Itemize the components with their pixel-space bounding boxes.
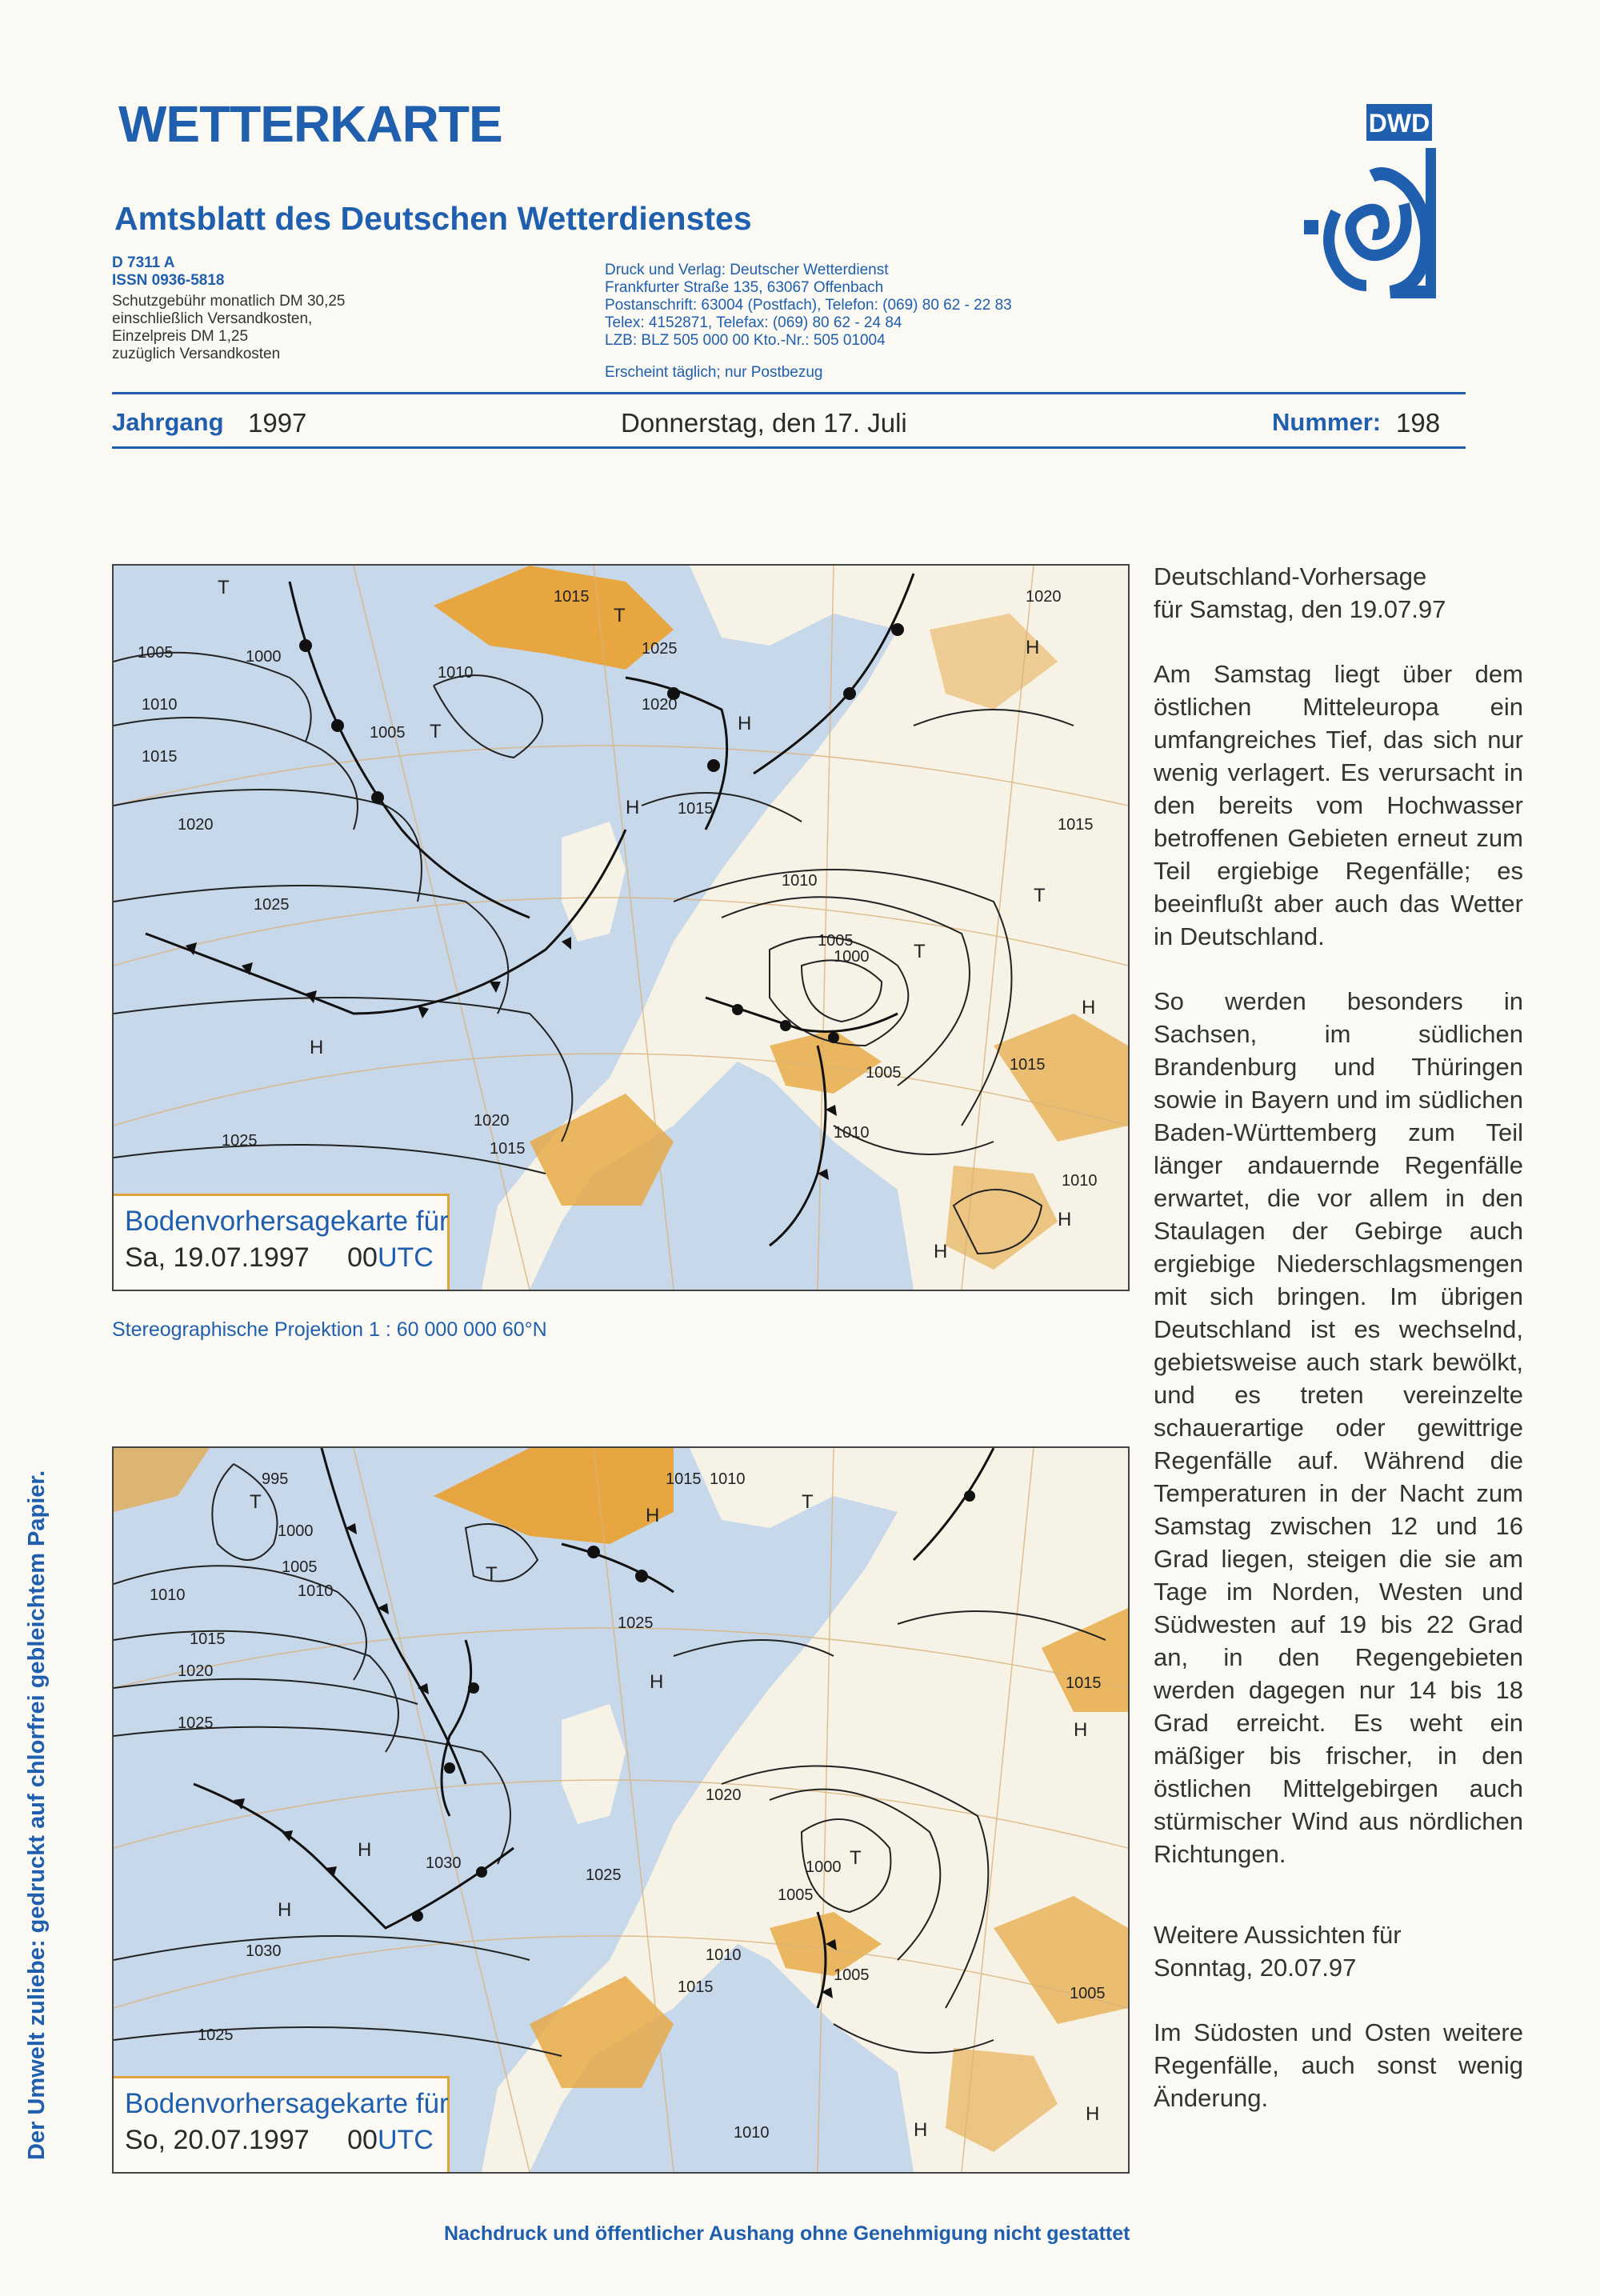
map-label-date-line xyxy=(125,1242,436,1274)
meta-line: zuzüglich Versandkosten xyxy=(112,346,281,362)
isobar-label: 1005 xyxy=(834,1966,870,1984)
land-greenland xyxy=(114,1448,210,1512)
publisher-line: LZB: BLZ 505 000 00 Kto.-Nr.: 505 01004 xyxy=(605,332,886,349)
outlook-heading-line: Weitere Aussichten für xyxy=(1154,1921,1402,1949)
land-britain xyxy=(562,822,626,942)
isobar-label: 1005 xyxy=(818,932,854,950)
pressure-center: T xyxy=(802,1491,814,1513)
land-britain xyxy=(562,1704,626,1824)
isobar-label: 1020 xyxy=(474,1112,510,1130)
pressure-center: T xyxy=(218,577,230,598)
isobar-label: 1000 xyxy=(278,1522,314,1540)
map-label-title: Bodenvorhersagekarte für xyxy=(125,1206,449,1237)
forecast-paragraph: Am Samstag liegt über dem östlichen Mitteleuropa ein umfangreiches Tief, das sich nur wenig verlagert. Es verursacht in den bereits vom Hochwasser betroffenen Gebieten erneut zum Teil ergiebige Regenfälle; es beeinflußt aber auch das Wetter in Deutschland. xyxy=(1154,660,1523,950)
isobar-label: 1015 xyxy=(190,1630,226,1648)
isobar-label: 1015 xyxy=(1058,816,1094,834)
meta-line: Einzelpreis DM 1,25 xyxy=(112,328,249,345)
map-label-date: Sa, 19.07.1997 xyxy=(125,1242,310,1273)
isobar-label: 1015 xyxy=(666,1470,702,1488)
pressure-center: T xyxy=(250,1491,262,1513)
year-label: Jahrgang xyxy=(112,408,224,436)
isobar-label: 1000 xyxy=(246,648,282,666)
isobar-label: 1015 xyxy=(1066,1674,1102,1692)
pressure-center: H xyxy=(738,713,752,734)
land-iceland xyxy=(434,1448,674,1544)
isobar-label: 1000 xyxy=(806,1858,842,1876)
pressure-center: T xyxy=(486,1563,498,1585)
isobar-label: 1010 xyxy=(706,1946,742,1964)
map-label-unit: UTC xyxy=(377,1242,434,1273)
isobar-label: 1010 xyxy=(734,2124,770,2142)
pressure-center: T xyxy=(914,941,926,962)
isobar-label: 1025 xyxy=(178,1714,214,1732)
pressure-center: H xyxy=(1082,997,1096,1018)
isobar-label: 995 xyxy=(262,1470,289,1488)
forecast-map-sunday xyxy=(112,1446,1130,2174)
isobar-label: 1025 xyxy=(586,1866,622,1884)
map-label-time: 00 xyxy=(347,1242,378,1273)
isobar-label: 1020 xyxy=(178,816,214,834)
meta-line: einschließlich Versandkosten, xyxy=(112,310,313,327)
isobar-label: 1015 xyxy=(678,800,714,818)
environment-note: Der Umwelt zuliebe: gedruckt auf chlorfrei gebleichtem Papier. xyxy=(24,1470,50,2160)
outlook-paragraph: Im Südosten und Osten weitere Regenfälle, auch sonst wenig Änderung. xyxy=(1154,2018,1523,2112)
dwd-logo-icon xyxy=(1304,100,1436,300)
publisher-line: Frankfurter Straße 135, 63067 Offenbach xyxy=(605,279,884,296)
copyright-footer: Nachdruck und öffentlicher Aushang ohne Genehmigung nicht gestattet xyxy=(444,2222,1130,2245)
header-rule xyxy=(112,392,1466,394)
outlook-heading-line: Sonntag, 20.07.97 xyxy=(1154,1954,1357,1982)
isobar-label: 1030 xyxy=(246,1942,282,1960)
isobar-label: 1010 xyxy=(1062,1172,1098,1190)
pressure-center: H xyxy=(310,1037,324,1058)
isobar-label: 1010 xyxy=(438,664,474,682)
isobar-label: 1015 xyxy=(678,1978,714,1996)
pressure-center: H xyxy=(650,1671,664,1693)
newspaper-subtitle: Amtsblatt des Deutschen Wetterdienstes xyxy=(114,200,752,237)
isobar-label: 1005 xyxy=(866,1064,902,1082)
pressure-center: H xyxy=(934,1241,948,1262)
pressure-center: H xyxy=(1058,1209,1072,1230)
projection-caption: Stereographische Projektion 1 : 60 000 000 60°N xyxy=(112,1318,547,1341)
logo-text: DWD xyxy=(1368,109,1430,138)
map-land xyxy=(114,1448,1128,2172)
isobar-label: 1010 xyxy=(298,1582,334,1600)
isobar-label: 1005 xyxy=(1070,1985,1106,2002)
weather-map-svg xyxy=(114,566,1128,1290)
map-label-box xyxy=(114,1194,450,1290)
map-label-title: Bodenvorhersagekarte für xyxy=(125,2088,449,2119)
isobar-label: 1025 xyxy=(254,896,290,914)
isobar-label: 1005 xyxy=(370,724,406,742)
isobar-label: 1030 xyxy=(426,1854,462,1872)
forecast-paragraph: So werden besonders in Sachsen, im südlichen Brandenburg und Thüringen sowie in Bayern und im südlichen Baden-Württemberg zum Teil länger andauernde Regenfälle erwartet, die vor allem in den Staulagen der Gebirge auch ergiebige Niederschlagsmengen mit sich bringen. Im übrigen Deutschland ist es wechselnd, gebietsweise auch stark bewölkt, und es treten vereinzelte schauerartige oder gewittrige Regenfälle auf. Während die Temperaturen in der Nacht zum Samstag zwischen 12 und 16 Grad liegen, steigen die sie am Tage im Norden, Westen und Südwesten auf 19 bis 22 Grad an, in den Regengebieten werden dagegen nur 14 bis 18 Grad erreicht. Es weht ein mäßiger bis frischer, in den östlichen Mittelgebirgen auch stürmischer Wind aus nördlichen Richtungen. xyxy=(1154,987,1523,1868)
publisher-line: Druck und Verlag: Deutscher Wetterdienst xyxy=(605,262,889,278)
isobar-label: 1020 xyxy=(642,696,678,714)
publisher-info xyxy=(605,262,1012,382)
isobar-label: 1025 xyxy=(198,2026,234,2044)
meta-line: ISSN 0936-5818 xyxy=(112,272,225,289)
year-value: 1997 xyxy=(248,408,307,438)
outlook-heading xyxy=(1154,1918,1523,1984)
isobar-label: 1010 xyxy=(710,1470,746,1488)
map-label-unit: UTC xyxy=(377,2125,434,2155)
isobar-label: 1005 xyxy=(138,644,174,662)
map-label-box xyxy=(114,2076,450,2172)
isobar-label: 1025 xyxy=(618,1614,654,1632)
issue-bar xyxy=(112,404,1466,444)
number-label: Nummer: xyxy=(1272,408,1382,436)
isobar-label: 1025 xyxy=(222,1132,258,1150)
map-label-date: So, 20.07.1997 xyxy=(125,2125,310,2155)
pressure-center: H xyxy=(914,2119,928,2141)
map-land xyxy=(434,566,1128,1290)
pressure-center: H xyxy=(1074,1719,1088,1741)
forecast-heading-line: Deutschland-Vorhersage xyxy=(1154,562,1427,590)
meta-line: Schutzgebühr monatlich DM 30,25 xyxy=(112,293,346,310)
isobar-label: 1000 xyxy=(834,948,870,966)
number-value: 198 xyxy=(1396,408,1441,438)
map-label-date-line xyxy=(125,2125,436,2156)
pressure-center: H xyxy=(646,1505,660,1526)
pressure-center: T xyxy=(850,1847,862,1869)
isobar-label: 1010 xyxy=(142,696,178,714)
forecast-map-saturday xyxy=(112,564,1130,1291)
isobar-label: 1005 xyxy=(778,1886,814,1904)
isobar-label: 1015 xyxy=(490,1140,526,1158)
pressure-center: T xyxy=(1034,885,1046,906)
isobar-label: 1015 xyxy=(142,748,178,766)
meta-line: D 7311 A xyxy=(112,254,175,271)
weather-map-svg xyxy=(114,1448,1128,2172)
isobar-label: 1010 xyxy=(834,1124,870,1142)
forecast-heading-line: für Samstag, den 19.07.97 xyxy=(1154,595,1446,623)
pressure-center: H xyxy=(1026,637,1040,658)
forecast-text-column xyxy=(1154,560,1523,2146)
isobar-label: 1020 xyxy=(1026,588,1062,606)
map-label-time: 00 xyxy=(347,2125,378,2155)
isobar-label: 1015 xyxy=(554,588,590,606)
isobar-label: 1015 xyxy=(1010,1056,1046,1074)
pressure-center: H xyxy=(1086,2103,1100,2125)
isobar-label: 1025 xyxy=(642,640,678,658)
publisher-line: Postanschrift: 63004 (Postfach), Telefon: (069) 80 62 - 22 83 xyxy=(605,297,1012,314)
isobar-label: 1010 xyxy=(782,872,818,890)
pressure-center: T xyxy=(430,721,442,742)
publication-note: Erscheint täglich; nur Postbezug xyxy=(605,364,823,381)
pressure-center: H xyxy=(358,1839,372,1861)
isobar-label: 1010 xyxy=(150,1586,186,1604)
newspaper-title: WETTERKARTE xyxy=(118,95,502,153)
publication-meta xyxy=(112,254,346,363)
pressure-center: T xyxy=(614,605,626,626)
isobar-label: 1020 xyxy=(178,1662,214,1680)
pressure-center: H xyxy=(626,797,640,818)
land-iceland xyxy=(434,566,674,670)
issue-date: Donnerstag, den 17. Juli xyxy=(621,408,907,438)
header-rule-bottom xyxy=(112,446,1466,449)
isobar-label: 1020 xyxy=(706,1786,742,1804)
forecast-heading xyxy=(1154,560,1523,626)
publisher-line: Telex: 4152871, Telefax: (069) 80 62 - 24 84 xyxy=(605,314,902,331)
pressure-center: H xyxy=(278,1899,292,1921)
isobar-label: 1005 xyxy=(282,1558,318,1576)
